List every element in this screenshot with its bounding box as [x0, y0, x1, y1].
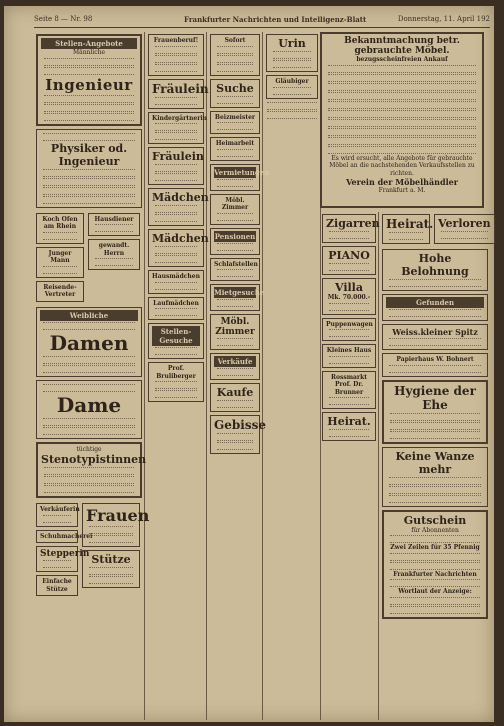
column-2: [146, 32, 207, 720]
column-1: [34, 32, 150, 720]
section-subheading: Männliche: [72, 49, 106, 56]
section-heading: Stellen-Angebote: [41, 38, 137, 49]
ad-heirat: [382, 214, 434, 244]
ad-headline: Physiker od. Ingenieur: [50, 141, 128, 168]
ad-headline: Gläubiger: [275, 78, 309, 85]
ad-headline: Heimarbeit: [215, 140, 255, 147]
ad-glaubiger: [266, 75, 318, 99]
ad-headline: Gebisse: [214, 418, 266, 432]
ad-mietgesuche: [210, 284, 265, 311]
ad-headline: Beizmeister: [214, 113, 256, 121]
coupon-title: Gutschein: [403, 513, 467, 527]
ad-vermietungen: [210, 164, 270, 191]
ad-headline: Hausmädchen: [152, 273, 200, 280]
ad-gebisse: [210, 415, 266, 454]
ad-fraeulein-2: [148, 147, 204, 185]
ad-stepperin: [36, 546, 90, 572]
ad-headline: Stenotypistinnen: [41, 453, 147, 466]
section-heading: Verkäufe: [214, 356, 256, 367]
ad-headline: Heirat.: [386, 217, 434, 231]
ad-headline: Frauen: [86, 506, 150, 525]
ad-headline: Villa: [334, 281, 363, 294]
ad-puppenwagen: [322, 318, 376, 342]
masthead: [34, 15, 490, 28]
ad-stenotypistinnen: [36, 442, 147, 499]
coupon-subtitle: für Abonnenten: [411, 526, 459, 534]
ad-moebl-zimmer-2: [210, 314, 260, 350]
newspaper-page: [4, 6, 494, 722]
ad-subline: Prof. Dr. Brunner: [334, 381, 364, 396]
notice-box: [320, 32, 484, 208]
ad-dame: [36, 380, 142, 439]
ad-headline: Rossmarkt: [330, 373, 368, 381]
ad-prof: [148, 362, 204, 402]
ad-papierhaus: [382, 353, 488, 377]
ad-headline: Hohe Belohnung: [401, 252, 469, 278]
ad-headline: PIANO: [328, 249, 370, 262]
paper-title: Frankfurter Nachrichten und Intelligenz-Blatt: [184, 15, 367, 24]
ad-kleines-haus: [322, 344, 376, 368]
ad-verkaeufe: [210, 353, 260, 380]
section-heading: Mietgesuche: [214, 288, 265, 297]
ad-headline: Sofort: [224, 37, 246, 44]
ad-headline: Junger Mann: [48, 249, 72, 264]
ad-wanze: [382, 447, 488, 507]
ad-headline: Möbl. Zimmer: [215, 317, 255, 337]
ad-subline: tüchtige: [76, 445, 102, 453]
ad-headline: Mädchen: [152, 232, 209, 245]
ad-gefunden: [382, 294, 488, 321]
ad-hausmaedchen: [148, 270, 204, 294]
section-heading: Gefunden: [386, 297, 484, 308]
ad-laufmaedchen: [148, 297, 204, 321]
ad-piano: [322, 246, 376, 275]
section-heading: Pensionen: [214, 231, 256, 241]
ad-headline: Schuhmacherei: [40, 532, 93, 540]
ad-headline: Frauenberuf!: [153, 37, 199, 44]
ad-kaufe: [210, 383, 260, 412]
ad-headline: Damen: [49, 330, 129, 355]
issue-date: Donnerstag, 11. April 192: [397, 15, 490, 23]
ad-headline: Reisende-Vertreter: [43, 283, 77, 298]
ad-headline: Laufmädchen: [153, 299, 199, 307]
ad-headline: Stepperin: [40, 549, 90, 559]
ad-sofort: [210, 34, 260, 76]
ad-zigarren: [322, 214, 380, 243]
ad-headline: Suche: [216, 81, 254, 95]
ad-suche: [210, 79, 260, 108]
section-heading: Stellen-Gesuche: [152, 326, 200, 346]
ad-villa: [322, 278, 376, 315]
ad-headline: Zigarren: [326, 217, 380, 230]
ad-schlafstellen: [210, 258, 260, 282]
ad-pensionen: [210, 228, 260, 255]
ad-headline: Kleines Haus: [326, 347, 372, 354]
ad-fraeulein: [148, 79, 209, 109]
ad-price: Mk. 70.000.-: [327, 294, 371, 301]
ad-headline: Puppenwagen: [326, 320, 373, 328]
ad-verkaeuferin: [36, 503, 78, 527]
section-heading: Weibliche: [40, 310, 138, 321]
ad-stellen-gesuche: [148, 323, 204, 359]
ad-koch: [36, 213, 84, 244]
column-4: [264, 32, 321, 720]
notice-signature: Verein der Möbelhändler: [346, 177, 458, 187]
ad-headline: Weiss.kleiner Spitz: [392, 327, 478, 337]
ad-stellen-header: [36, 34, 142, 126]
ad-headline: Keine Wanze mehr: [395, 449, 475, 476]
ad-headline: Koch Ofen am Rhein: [42, 215, 78, 230]
ad-reisender: [36, 281, 84, 302]
column-5: [380, 212, 490, 720]
ad-headline: Schlafstellen: [214, 260, 258, 268]
ad-headline: Dame: [56, 392, 122, 417]
ad-einfache: [36, 575, 78, 596]
ad-headline: Ingenieur: [45, 75, 133, 94]
notice-title: Bekanntmachung betr. gebrauchte Möbel.: [344, 36, 460, 56]
notice-city: Frankfurt a. M.: [378, 187, 426, 194]
coupon-text-label: Wortlaut der Anzeige:: [398, 588, 472, 595]
ad-stuetze: [82, 550, 140, 588]
ad-hohe-belohnung: [382, 249, 488, 291]
ad-headline: Fräulein: [152, 150, 204, 163]
notice-body: Es wird ersucht, alle Angebote für gebrauchte Möbel an die nachstehenden Verkaufsstellen zu richten.: [329, 154, 475, 177]
coupon-box: [382, 510, 488, 619]
ad-hausdiener: [88, 213, 140, 237]
ad-headline: Kaufe: [216, 386, 254, 399]
ad-weibliche: [36, 307, 142, 377]
ad-headline: Hausdiener: [94, 215, 134, 223]
ad-headline: Mädchen: [152, 191, 209, 204]
ad-headline: Heirat.: [327, 415, 371, 428]
section-heading: Vermietungen: [214, 167, 270, 177]
ad-urin: [266, 34, 318, 72]
ad-schuhmacher: [36, 530, 93, 544]
column-4b: [320, 212, 379, 720]
ad-headline: Verkäuferin: [40, 506, 80, 513]
ad-headline: Prof. Bruliberger: [156, 365, 196, 380]
ad-beizmeister: [210, 111, 260, 135]
ad-headline: Stütze: [91, 553, 131, 566]
ad-headline: Papierhaus W. Bohnert: [396, 356, 474, 363]
coupon-offer: Zwei Zeilen für 35 Pfennig: [390, 544, 480, 551]
ad-maedchen-2: [148, 229, 209, 267]
ad-headline: gewandt. Herrn: [98, 242, 130, 257]
ad-kindergaertnerin: [148, 112, 208, 145]
ad-spitz: [382, 324, 488, 350]
page-number: Seite 8 — Nr. 98: [34, 15, 93, 23]
ad-rossmarkt: [322, 371, 376, 410]
ad-moebl-zimmer: [210, 194, 260, 225]
ad-headline: Hygiene der Ehe: [394, 383, 476, 412]
ad-junger-mann: [36, 247, 84, 278]
ad-heimarbeit: [210, 137, 260, 161]
ad-headline: Urin: [278, 37, 306, 50]
ad-physiker: [36, 129, 142, 208]
ad-frauenberuf: [148, 34, 204, 76]
ad-headline: Verloren: [438, 217, 491, 230]
ad-verloren: [434, 214, 495, 244]
ad-hygiene: [382, 380, 488, 444]
ad-headline: Einfache Stütze: [42, 578, 72, 593]
ad-headline: Kindergärtnerin: [152, 114, 208, 122]
ad-headline: Fräulein: [152, 81, 209, 96]
notice-subtitle: bezugsscheinfreien Ankauf: [356, 56, 448, 63]
ad-maedchen: [148, 188, 209, 226]
column-3: [208, 32, 270, 720]
ad-heirat-small: [322, 412, 376, 441]
ad-frauen: [82, 503, 150, 547]
coupon-publisher: Frankfurter Nachrichten: [393, 570, 477, 578]
ad-headline: Möbl. Zimmer: [221, 196, 249, 211]
ad-gewandt: [88, 239, 140, 270]
